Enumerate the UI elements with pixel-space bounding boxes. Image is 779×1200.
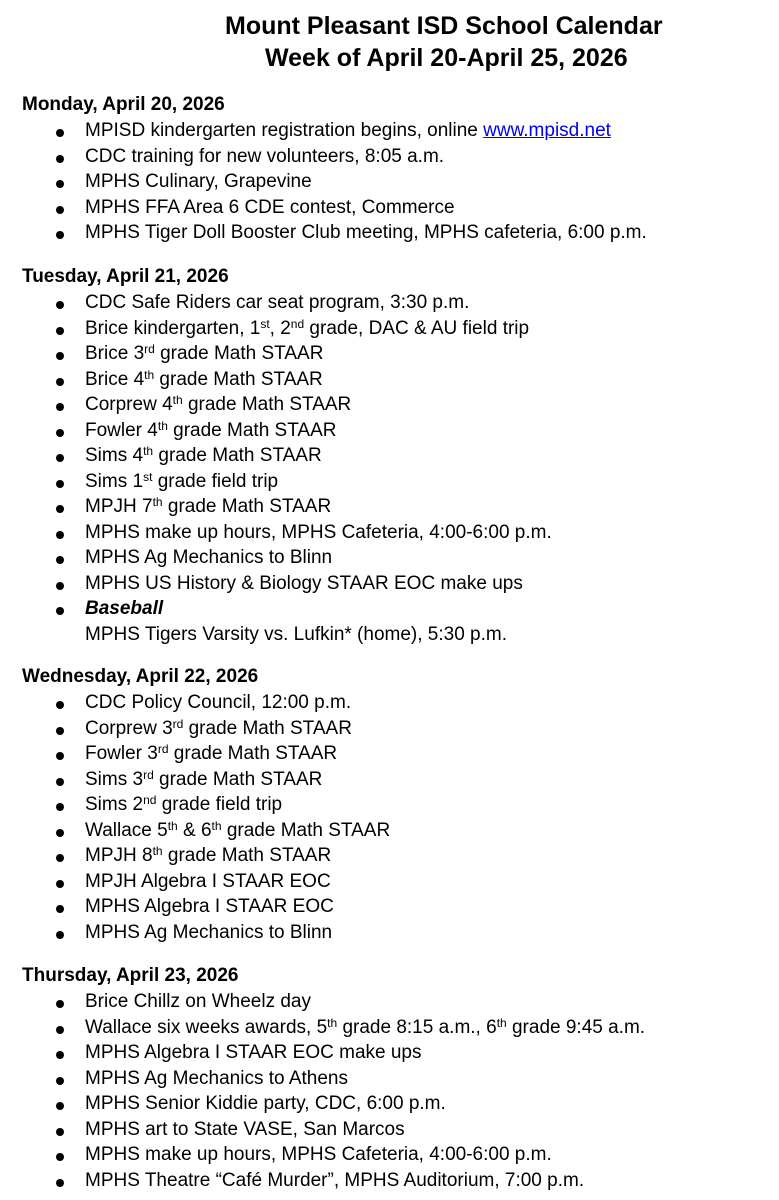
bullet-icon	[56, 1077, 64, 1085]
ordinal-suffix: th	[211, 818, 222, 833]
item-text-part: grade Math STAAR	[168, 743, 338, 764]
item-text-part: MPHS make up hours, MPHS Cafeteria, 4:00-6:00 p.m.	[85, 521, 552, 543]
day-heading: Wednesday, April 22, 2026	[22, 666, 259, 687]
item-text-part: grade Math STAAR	[182, 394, 352, 415]
bullet-icon	[56, 1102, 64, 1110]
bullet-icon	[56, 880, 64, 888]
bullet-icon	[56, 180, 64, 188]
item-text-part: MPHS Ag Mechanics to Athens	[85, 1067, 348, 1089]
item-text	[85, 794, 282, 816]
list-item	[0, 1119, 779, 1145]
item-text-part: Corprew 3	[85, 717, 173, 739]
item-text	[85, 1068, 348, 1090]
item-text	[85, 991, 311, 1013]
item-text-part: CDC Safe Riders car seat program, 3:30 p.m.	[85, 292, 470, 313]
list-item	[0, 197, 779, 223]
bullet-icon	[56, 854, 64, 862]
item-text	[85, 343, 323, 365]
item-text	[85, 420, 336, 442]
bullet-icon	[56, 1026, 64, 1034]
list-item	[0, 146, 779, 172]
day-heading: Tuesday, April 21, 2026	[22, 266, 229, 287]
ordinal-suffix: rd	[172, 716, 184, 731]
item-text-part: Brice 3	[85, 343, 145, 364]
item-text-part: Brice Chillz on Wheelz day	[85, 991, 311, 1012]
item-text-part: Wallace 5	[85, 819, 168, 841]
item-text-part: grade Math STAAR	[162, 496, 332, 517]
item-text-part: MPISD kindergarten registration begins, online	[85, 120, 484, 141]
bullet-icon	[56, 905, 64, 913]
item-text-part: MPHS Tiger Doll Booster Club meeting, MPHS cafeteria, 6:00 p.m.	[85, 222, 647, 243]
item-text-part: grade field trip	[152, 470, 279, 492]
bullet-icon	[56, 1179, 64, 1187]
ordinal-suffix: th	[144, 367, 155, 382]
bullet-icon	[56, 301, 64, 309]
list-item	[0, 896, 779, 922]
list-item	[0, 445, 779, 471]
bullet-icon	[56, 829, 64, 837]
bullet-icon	[56, 231, 64, 239]
bullet-icon	[56, 556, 64, 564]
list-item	[0, 922, 779, 948]
list-item	[0, 292, 779, 318]
title-line-2: Week of April 20-April 25, 2026	[265, 44, 628, 72]
item-text	[85, 743, 337, 765]
item-text-part: MPHS Culinary, Grapevine	[85, 171, 312, 192]
website-link[interactable]: www.mpisd.net	[483, 120, 611, 141]
item-text	[85, 598, 163, 620]
item-text	[85, 692, 351, 714]
item-text-part: MPHS make up hours, MPHS Cafeteria, 4:00-6:00 p.m.	[85, 1144, 552, 1165]
item-text	[85, 718, 352, 740]
item-text	[85, 1144, 552, 1166]
item-text-part: grade Math STAAR	[162, 845, 332, 866]
list-item	[0, 794, 779, 820]
item-text-part: CDC Policy Council, 12:00 p.m.	[85, 692, 352, 713]
item-text	[85, 445, 322, 467]
item-text-part: MPHS FFA Area 6 CDE contest, Commerce	[85, 196, 455, 218]
bullet-icon	[56, 327, 64, 335]
list-item	[0, 1144, 779, 1170]
day-heading: Monday, April 20, 2026	[22, 94, 225, 115]
item-text	[85, 820, 390, 842]
item-text	[85, 1017, 645, 1039]
bullet-icon	[56, 701, 64, 709]
bullet-icon	[56, 1128, 64, 1136]
list-item	[0, 573, 779, 599]
list-item	[0, 120, 779, 146]
bullet-icon	[56, 505, 64, 513]
item-text-part: MPHS Senior Kiddie party, CDC, 6:00 p.m.	[85, 1093, 446, 1114]
list-item	[0, 871, 779, 897]
item-text-part: Sims 3	[85, 768, 144, 790]
list-item	[0, 820, 779, 846]
list-item	[0, 420, 779, 446]
item-text-part: Fowler 4	[85, 419, 158, 441]
ordinal-suffix: th	[496, 1015, 507, 1030]
bullet-icon	[56, 727, 64, 735]
list-item	[0, 471, 779, 497]
item-text-part: grade Math STAAR	[221, 819, 391, 841]
item-text-part: grade field trip	[156, 794, 283, 815]
bullet-icon	[56, 378, 64, 386]
item-text	[85, 1093, 446, 1115]
item-text	[85, 496, 331, 518]
item-text	[85, 292, 469, 314]
ordinal-suffix: st	[143, 469, 153, 484]
item-text	[85, 471, 278, 493]
list-item	[0, 1042, 779, 1068]
list-item	[0, 598, 779, 624]
list-item	[0, 318, 779, 344]
ordinal-suffix: st	[260, 316, 270, 331]
item-text-part: MPHS Ag Mechanics to Blinn	[85, 921, 333, 943]
ordinal-suffix: th	[152, 844, 163, 858]
item-text	[85, 1170, 584, 1192]
bullet-icon	[56, 752, 64, 760]
bullet-icon	[56, 429, 64, 437]
ordinal-suffix: rd	[144, 342, 155, 356]
list-item	[0, 743, 779, 769]
item-text-part: CDC training for new volunteers, 8:05 a.m.	[85, 145, 445, 167]
list-item	[0, 1093, 779, 1119]
bullet-icon	[56, 931, 64, 939]
item-text-part: MPJH 7	[85, 496, 153, 517]
item-text-part: grade Math STAAR	[154, 343, 324, 364]
bullet-icon	[56, 206, 64, 214]
ordinal-suffix: th	[167, 818, 178, 833]
list-item	[0, 718, 779, 744]
item-text	[85, 197, 455, 219]
item-text	[85, 171, 312, 193]
ordinal-suffix: th	[152, 495, 163, 509]
bullet-icon	[56, 1153, 64, 1161]
bullet-icon	[56, 155, 64, 163]
ordinal-suffix: nd	[143, 793, 157, 807]
item-text-part: Wallace six weeks awards, 5	[85, 1016, 328, 1038]
ordinal-suffix: th	[327, 1015, 338, 1030]
item-text	[85, 1042, 422, 1064]
list-item	[0, 1017, 779, 1043]
item-text-part: MPHS Algebra I STAAR EOC make ups	[85, 1042, 422, 1063]
ordinal-suffix: nd	[290, 316, 305, 331]
item-text-part: MPJH 8	[85, 845, 153, 866]
item-text	[85, 922, 332, 944]
event-category: Baseball	[85, 598, 164, 619]
item-text	[85, 573, 523, 595]
list-item	[0, 769, 779, 795]
bullet-icon	[56, 778, 64, 786]
bullet-icon	[56, 531, 64, 539]
bullet-icon	[56, 352, 64, 360]
item-text-part: Sims 4	[85, 445, 144, 466]
item-text	[85, 1119, 405, 1141]
item-text-part: Brice 4	[85, 368, 145, 390]
list-item	[0, 171, 779, 197]
item-text-part: MPHS Theatre “Café Murder”, MPHS Auditorium, 7:00 p.m.	[85, 1169, 585, 1191]
list-item	[0, 343, 779, 369]
item-text-part: Fowler 3	[85, 743, 158, 764]
day-heading: Thursday, April 23, 2026	[22, 965, 239, 986]
item-text-part: grade Math STAAR	[154, 368, 323, 390]
item-text	[85, 871, 331, 893]
item-text	[85, 369, 323, 391]
ordinal-suffix: th	[172, 393, 183, 407]
item-text-part: grade Math STAAR	[183, 717, 352, 739]
item-text	[85, 394, 351, 416]
item-text	[85, 522, 552, 544]
item-text-part: grade, DAC & AU field trip	[304, 317, 530, 339]
title-line-1: Mount Pleasant ISD School Calendar	[225, 12, 663, 40]
list-item	[0, 692, 779, 718]
bullet-icon	[56, 129, 64, 137]
item-text	[85, 896, 334, 918]
item-text-part: MPJH Algebra I STAAR EOC	[85, 870, 331, 892]
item-text-part: MPHS Algebra I STAAR EOC	[85, 896, 334, 917]
item-text-part: grade Math STAAR	[153, 445, 322, 466]
bullet-icon	[56, 403, 64, 411]
list-item	[0, 845, 779, 871]
list-item	[0, 496, 779, 522]
bullet-icon	[56, 582, 64, 590]
item-text	[85, 547, 332, 569]
item-text-part: grade 9:45 a.m.	[506, 1016, 646, 1038]
item-text-part: MPHS US History & Biology STAAR EOC make ups	[85, 572, 523, 594]
item-text-part: & 6	[177, 819, 212, 841]
item-text-part: MPHS art to State VASE, San Marcos	[85, 1118, 405, 1140]
list-item	[0, 991, 779, 1017]
item-text-part: Sims 2	[85, 794, 144, 815]
item-text-part: Sims 1	[85, 470, 144, 492]
bullet-icon	[56, 803, 64, 811]
event-detail: MPHS Tigers Varsity vs. Lufkin* (home), 5:30 p.m.	[85, 623, 508, 645]
bullet-icon	[56, 480, 64, 488]
ordinal-suffix: rd	[157, 742, 169, 756]
list-item	[0, 1170, 779, 1196]
ordinal-suffix: th	[143, 444, 154, 458]
list-item	[0, 1068, 779, 1094]
item-text-part: , 2	[269, 317, 291, 339]
item-text-part: MPHS Ag Mechanics to Blinn	[85, 547, 333, 568]
item-text	[85, 120, 611, 142]
item-text	[85, 769, 322, 791]
list-item	[0, 222, 779, 248]
bullet-icon	[56, 1000, 64, 1008]
item-text-part: grade Math STAAR	[153, 768, 323, 790]
item-text-part: grade Math STAAR	[167, 419, 337, 441]
item-text-part: Brice kindergarten, 1	[85, 317, 261, 339]
item-text-part: Corprew 4	[85, 394, 173, 415]
item-text	[85, 222, 647, 244]
bullet-icon	[56, 607, 64, 615]
list-item	[0, 369, 779, 395]
item-text	[85, 318, 529, 340]
ordinal-suffix: th	[157, 418, 168, 433]
item-text	[85, 146, 444, 168]
item-text-part: grade 8:15 a.m., 6	[337, 1016, 497, 1038]
list-item	[0, 522, 779, 548]
list-item	[0, 547, 779, 573]
bullet-icon	[56, 454, 64, 462]
list-item	[0, 394, 779, 420]
bullet-icon	[56, 1051, 64, 1059]
ordinal-suffix: rd	[143, 767, 154, 782]
item-text	[85, 845, 331, 867]
